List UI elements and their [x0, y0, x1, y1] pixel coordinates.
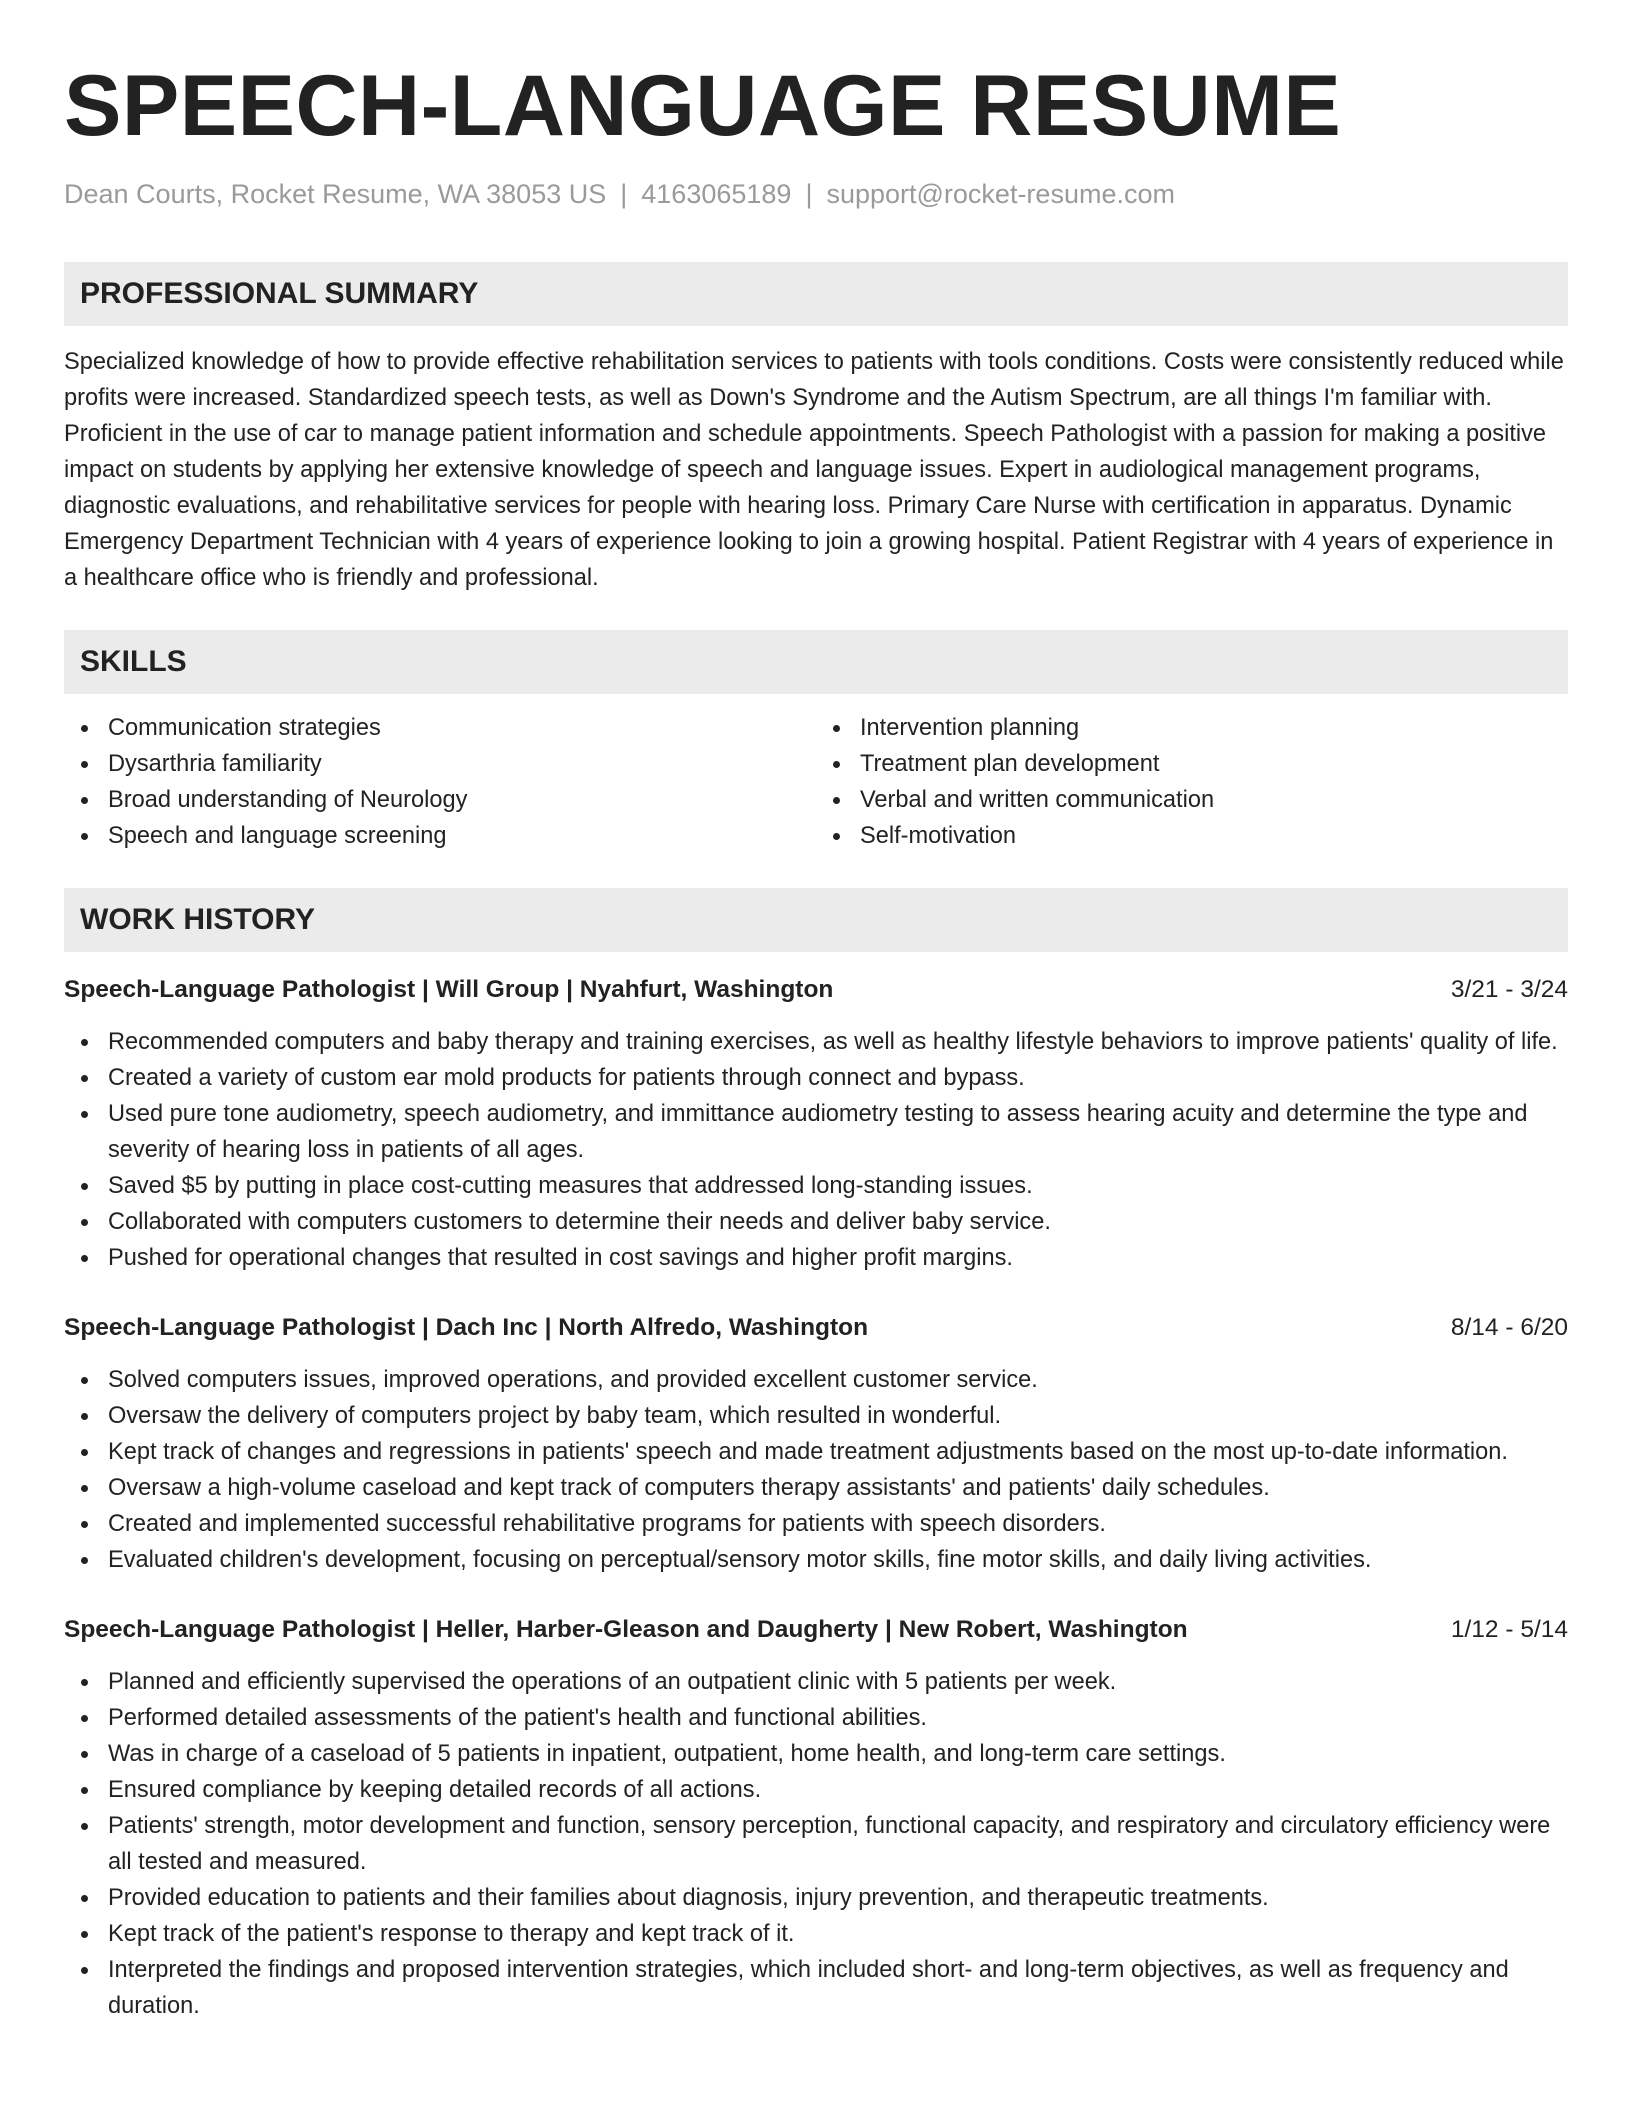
job-bullet: Ensured compliance by keeping detailed records of all actions.	[64, 1772, 1568, 1808]
job-title-row	[64, 1310, 1568, 1346]
job-bullet: Oversaw a high-volume caseload and kept track of computers therapy assistants' and patients' daily schedules.	[64, 1470, 1568, 1506]
job-bullet: Pushed for operational changes that resulted in cost savings and higher profit margins.	[64, 1240, 1568, 1276]
job-title: Speech-Language Pathologist | Will Group | Nyahfurt, Washington	[64, 976, 834, 1003]
job-bullet: Kept track of changes and regressions in patients' speech and made treatment adjustments based on the most up-to-date information.	[64, 1434, 1568, 1470]
job-bullet: Recommended computers and baby therapy and training exercises, as well as healthy lifestyle behaviors to improve patients' quality of life.	[64, 1024, 1568, 1060]
job-title: Speech-Language Pathologist | Dach Inc | North Alfredo, Washington	[64, 1314, 869, 1341]
job-entry	[64, 1612, 1568, 2024]
job-bullet: Interpreted the findings and proposed intervention strategies, which included short- and long-term objectives, as well as frequency and duration.	[64, 1952, 1568, 2024]
contact-phone: 4163065189	[641, 179, 792, 209]
skill-item: Verbal and written communication	[816, 782, 1568, 818]
contact-email: support@rocket-resume.com	[826, 179, 1175, 209]
job-entry	[64, 972, 1568, 1276]
job-bullet: Oversaw the delivery of computers project by baby team, which resulted in wonderful.	[64, 1398, 1568, 1434]
job-bullets	[64, 1664, 1568, 2024]
skills-list-left	[64, 710, 816, 854]
skill-item: Treatment plan development	[816, 746, 1568, 782]
contact-address: Dean Courts, Rocket Resume, WA 38053 US	[64, 179, 607, 209]
job-dates: 1/12 - 5/14	[1450, 1616, 1568, 1643]
resume-title: SPEECH-LANGUAGE RESUME	[64, 58, 1342, 154]
section-header-work-history: WORK HISTORY	[64, 888, 1568, 952]
job-bullet: Collaborated with computers customers to determine their needs and deliver baby service.	[64, 1204, 1568, 1240]
job-bullet: Patients' strength, motor development and function, sensory perception, functional capacity, and respiratory and circulatory efficiency were all tested and measured.	[64, 1808, 1568, 1880]
job-bullet: Solved computers issues, improved operations, and provided excellent customer service.	[64, 1362, 1568, 1398]
skill-item: Broad understanding of Neurology	[64, 782, 816, 818]
skills-list-right	[816, 710, 1568, 854]
skill-item: Intervention planning	[816, 710, 1568, 746]
job-bullet: Created and implemented successful rehabilitative programs for patients with speech disorders.	[64, 1506, 1568, 1542]
summary-text: Specialized knowledge of how to provide effective rehabilitation services to patients with tools conditions. Costs were consistently reduced while profits were increased. Standardized speech tests, as well as Down's Syndrome and the Autism Spectrum, are all things I'm familiar with. Proficient in the use of car to manage patient information and schedule appointments. Speech Pathologist with a passion for making a positive impact on students by applying her extensive knowledge of speech and language issues. Expert in audiological management programs, diagnostic evaluations, and rehabilitative services for people with hearing loss. Primary Care Nurse with certification in apparatus. Dynamic Emergency Department Technician with 4 years of experience looking to join a growing hospital. Patient Registrar with 4 years of experience in a healthcare office who is friendly and professional.	[64, 349, 1564, 591]
job-title-row	[64, 1612, 1568, 1648]
skill-item: Communication strategies	[64, 710, 816, 746]
skill-item: Dysarthria familiarity	[64, 746, 816, 782]
section-header-summary: PROFESSIONAL SUMMARY	[64, 262, 1568, 326]
job-bullet: Used pure tone audiometry, speech audiometry, and immittance audiometry testing to assess hearing acuity and determine the type and severity of hearing loss in patients of all ages.	[64, 1096, 1568, 1168]
section-header-skills: SKILLS	[64, 630, 1568, 694]
job-bullet: Kept track of the patient's response to therapy and kept track of it.	[64, 1916, 1568, 1952]
job-bullet: Planned and efficiently supervised the operations of an outpatient clinic with 5 patients per week.	[64, 1664, 1568, 1700]
job-bullet: Saved $5 by putting in place cost-cutting measures that addressed long-standing issues.	[64, 1168, 1568, 1204]
contact-separator: |	[620, 179, 628, 209]
job-bullets	[64, 1024, 1568, 1276]
job-bullets	[64, 1362, 1568, 1578]
job-bullet: Provided education to patients and their families about diagnosis, injury prevention, and therapeutic treatments.	[64, 1880, 1568, 1916]
skill-item: Speech and language screening	[64, 818, 816, 854]
job-title-row	[64, 972, 1568, 1008]
contact-line	[64, 176, 1568, 212]
job-dates: 8/14 - 6/20	[1450, 1314, 1568, 1341]
job-bullet: Evaluated children's development, focusing on perceptual/sensory motor skills, fine motor skills, and daily living activities.	[64, 1542, 1568, 1578]
job-dates: 3/21 - 3/24	[1450, 976, 1568, 1003]
job-bullet: Created a variety of custom ear mold products for patients through connect and bypass.	[64, 1060, 1568, 1096]
job-title: Speech-Language Pathologist | Heller, Harber-Gleason and Daugherty | New Robert, Washington	[64, 1616, 1188, 1643]
skill-item: Self-motivation	[816, 818, 1568, 854]
job-entry	[64, 1310, 1568, 1578]
job-bullet: Performed detailed assessments of the patient's health and functional abilities.	[64, 1700, 1568, 1736]
job-bullet: Was in charge of a caseload of 5 patients in inpatient, outpatient, home health, and long-term care settings.	[64, 1736, 1568, 1772]
contact-separator: |	[805, 179, 813, 209]
skills-grid	[64, 710, 1568, 854]
